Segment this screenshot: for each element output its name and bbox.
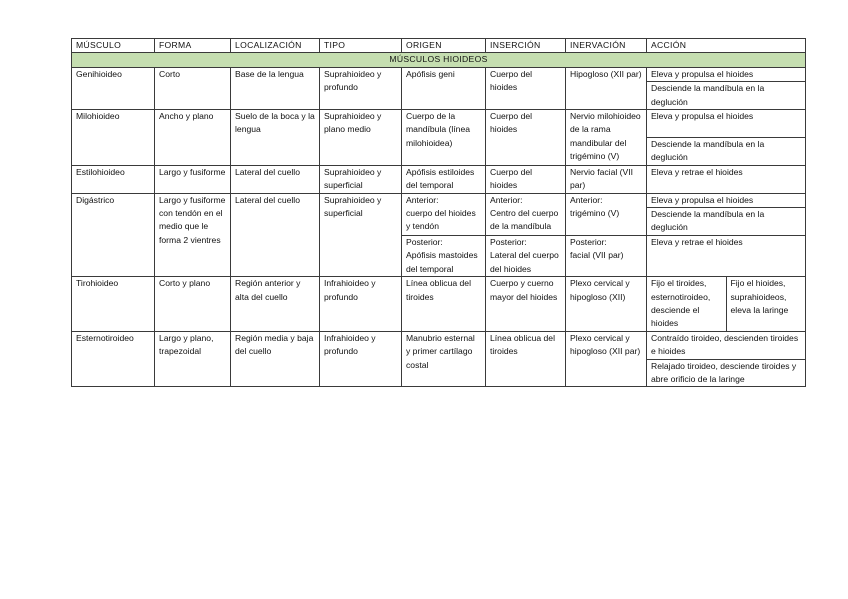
cell-origen: Apófisis estiloides del temporal bbox=[402, 165, 486, 193]
cell-accion: Relajado tiroideo, desciende tiroides y abre orificio de la laringe bbox=[647, 359, 806, 387]
header-musculo: MÚSCULO bbox=[72, 39, 155, 53]
cell-forma: Corto y plano bbox=[155, 277, 231, 332]
cell-forma: Largo y fusiforme con tendón en el medio que le forma 2 vientres bbox=[155, 193, 231, 276]
cell-forma: Largo y plano, trapezoidal bbox=[155, 331, 231, 387]
cell-accion: Eleva y retrae el hioides bbox=[647, 165, 806, 193]
cell-accion: Desciende la mandíbula en la deglución bbox=[647, 138, 806, 166]
cell-accion: Eleva y propulsa el hioides bbox=[647, 110, 806, 138]
muscle-table bbox=[71, 38, 806, 387]
cell-origen: Posterior: Apófisis mastoides del temporal bbox=[402, 235, 486, 276]
cell-accion: Eleva y propulsa el hioides bbox=[647, 193, 806, 207]
muscle-name: Tirohioideo bbox=[72, 277, 155, 332]
cell-localizacion: Región media y baja del cuello bbox=[231, 331, 320, 387]
cell-localizacion: Lateral del cuello bbox=[231, 165, 320, 193]
cell-accion: Eleva y retrae el hioides bbox=[647, 235, 806, 276]
table-row bbox=[72, 277, 806, 332]
header-origen: ORIGEN bbox=[402, 39, 486, 53]
cell-accion: Desciende la mandíbula en la deglución bbox=[647, 208, 806, 236]
cell-forma: Ancho y plano bbox=[155, 110, 231, 166]
cell-tipo: Suprahioideo y superficial bbox=[320, 193, 402, 276]
cell-origen: Apófisis geni bbox=[402, 67, 486, 109]
section-row bbox=[72, 53, 806, 67]
cell-tipo: Infrahioideo y profundo bbox=[320, 331, 402, 387]
muscle-name: Digástrico bbox=[72, 193, 155, 276]
cell-tipo: Suprahioideo y plano medio bbox=[320, 110, 402, 166]
cell-localizacion: Región anterior y alta del cuello bbox=[231, 277, 320, 332]
accion-fijo-hioides: Fijo el hioides, suprahioideos, eleva la laringe bbox=[726, 277, 806, 331]
header-localizacion: LOCALIZACIÓN bbox=[231, 39, 320, 53]
table-row bbox=[72, 67, 806, 81]
cell-origen: Anterior: cuerpo del hioides y tendón bbox=[402, 193, 486, 235]
header-tipo: TIPO bbox=[320, 39, 402, 53]
muscle-name: Esternotiroideo bbox=[72, 331, 155, 387]
accion-fijo-tiroides: Fijo el tiroides, esternotiroideo, desciende el hioides bbox=[651, 278, 711, 329]
muscle-name: Milohioideo bbox=[72, 110, 155, 166]
header-accion: ACCIÓN bbox=[647, 39, 806, 53]
cell-localizacion: Suelo de la boca y la lengua bbox=[231, 110, 320, 166]
cell-accion: Desciende la mandíbula en la deglución bbox=[647, 82, 806, 110]
cell-forma: Largo y fusiforme bbox=[155, 165, 231, 193]
cell-insercion: Cuerpo del hioides bbox=[486, 110, 566, 166]
header-row bbox=[72, 39, 806, 53]
cell-localizacion: Base de la lengua bbox=[231, 67, 320, 109]
cell-inervacion: Posterior: facial (VII par) bbox=[566, 235, 647, 276]
table-row bbox=[72, 331, 806, 359]
cell-inervacion: Nervio milohioideo de la rama mandibular del trigémino (V) bbox=[566, 110, 647, 166]
cell-inervacion: Plexo cervical y hipogloso (XII) bbox=[566, 277, 647, 332]
cell-inervacion: Anterior: trigémino (V) bbox=[566, 193, 647, 235]
cell-insercion: Cuerpo y cuerno mayor del hioides bbox=[486, 277, 566, 332]
table-row bbox=[72, 110, 806, 138]
cell-accion: Contraído tiroideo, descienden tiroides e hioides bbox=[647, 331, 806, 359]
cell-insercion: Cuerpo del hioides bbox=[486, 165, 566, 193]
cell-insercion: Anterior: Centro del cuerpo de la mandíbula bbox=[486, 193, 566, 235]
cell-tipo: Suprahioideo y profundo bbox=[320, 67, 402, 109]
cell-insercion: Línea oblicua del tiroides bbox=[486, 331, 566, 387]
muscle-name: Estilohioideo bbox=[72, 165, 155, 193]
cell-origen: Cuerpo de la mandíbula (línea milohioidea) bbox=[402, 110, 486, 166]
cell-accion-split bbox=[647, 277, 806, 332]
header-inervacion: INERVACIÓN bbox=[566, 39, 647, 53]
cell-accion: Eleva y propulsa el hioides bbox=[647, 67, 806, 81]
table-row bbox=[72, 193, 806, 207]
cell-insercion: Cuerpo del hioides bbox=[486, 67, 566, 109]
cell-inervacion: Plexo cervical y hipogloso (XII par) bbox=[566, 331, 647, 387]
cell-forma: Corto bbox=[155, 67, 231, 109]
table-row bbox=[72, 165, 806, 193]
header-forma: FORMA bbox=[155, 39, 231, 53]
header-insercion: INSERCIÓN bbox=[486, 39, 566, 53]
cell-localizacion: Lateral del cuello bbox=[231, 193, 320, 276]
muscle-name: Genihioideo bbox=[72, 67, 155, 109]
section-title: MÚSCULOS HIOIDEOS bbox=[72, 53, 806, 67]
cell-tipo: Infrahioideo y profundo bbox=[320, 277, 402, 332]
cell-origen: Manubrio esternal y primer cartílago costal bbox=[402, 331, 486, 387]
cell-tipo: Suprahioideo y superficial bbox=[320, 165, 402, 193]
cell-insercion: Posterior: Lateral del cuerpo del hioides bbox=[486, 235, 566, 276]
cell-origen: Línea oblicua del tiroides bbox=[402, 277, 486, 332]
cell-inervacion: Nervio facial (VII par) bbox=[566, 165, 647, 193]
cell-inervacion: Hipogloso (XII par) bbox=[566, 67, 647, 109]
